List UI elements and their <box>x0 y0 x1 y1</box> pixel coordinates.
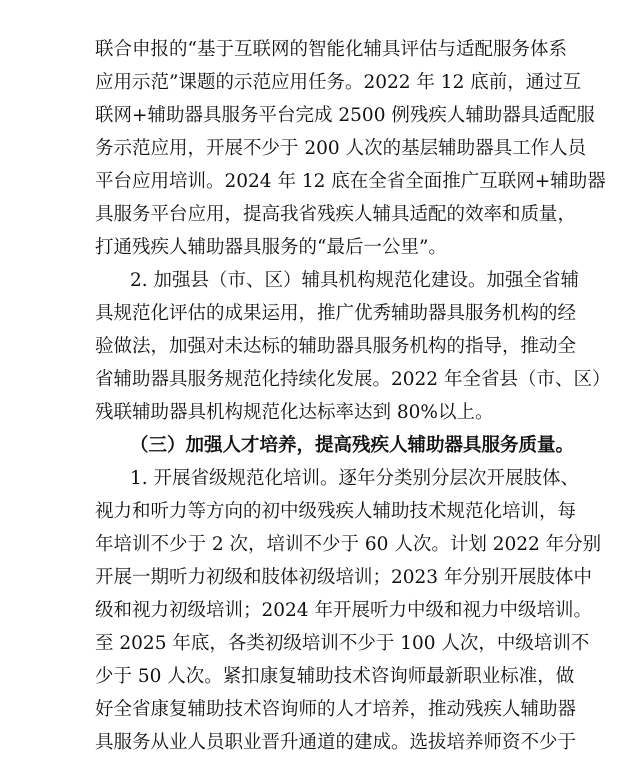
text-line: 平台应用培训。2024 年 12 底在全省全面推广互联网+辅助器 <box>95 171 606 192</box>
text-line: 开展一期听力初级和肢体初级培训；2023 年分别开展肢体中 <box>95 567 592 588</box>
text-line: 具服务平台应用，提高我省残疾人辅具适配的效率和质量， <box>95 204 577 225</box>
text-line: 省辅助器具服务规范化持续化发展。2022 年全省县（市、区） <box>95 369 611 390</box>
text-line: 具规范化评估的成果运用，推广优秀辅助器具服务机构的经 <box>95 303 577 324</box>
text-line: 务示范应用，开展不少于 200 人次的基层辅助器具工作人员 <box>95 138 587 159</box>
text-line: 打通残疾人辅助器具服务的“最后一公里”。 <box>95 237 447 258</box>
paragraph-start-line: 2. 加强县（市、区）辅具机构规范化建设。加强全省辅 <box>130 270 580 291</box>
text-line: 至 2025 年底，各类初级培训不少于 100 人次，中级培训不 <box>95 633 590 654</box>
text-line: 少于 50 人次。紧扣康复辅助技术咨询师最新职业标准，做 <box>95 666 575 687</box>
text-line: 好全省康复辅助技术咨询师的人才培养，推动残疾人辅助器 <box>95 699 577 720</box>
paragraph-start-line: 1. 开展省级规范化培训。逐年分类别分层次开展肢体、 <box>130 468 580 489</box>
section-heading: （三）加强人才培养，提高残疾人辅助器具服务质量。 <box>130 435 575 456</box>
text-line: 联合申报的“基于互联网的智能化辅具评估与适配服务体系 <box>95 39 567 60</box>
text-line: 具服务从业人员职业晋升通道的建成。选拔培养师资不少于 <box>95 732 577 753</box>
text-line: 年培训不少于 2 次，培训不少于 60 人次。计划 2022 年分别 <box>95 534 602 555</box>
text-line: 验做法，加强对未达标的辅助器具服务机构的指导，推动全 <box>95 336 577 357</box>
text-line: 应用示范”课题的示范应用任务。2022 年 12 底前，通过互 <box>95 72 582 93</box>
text-line: 联网+辅助器具服务平台完成 2500 例残疾人辅助器具适配服 <box>95 105 595 126</box>
text-line: 级和视力初级培训；2024 年开展听力中级和视力中级培训。 <box>95 600 592 621</box>
text-line: 残联辅助器具机构规范化达标率达到 80%以上。 <box>95 402 494 423</box>
text-line: 视力和听力等方向的初中级残疾人辅助技术规范化培训，每 <box>95 501 577 522</box>
